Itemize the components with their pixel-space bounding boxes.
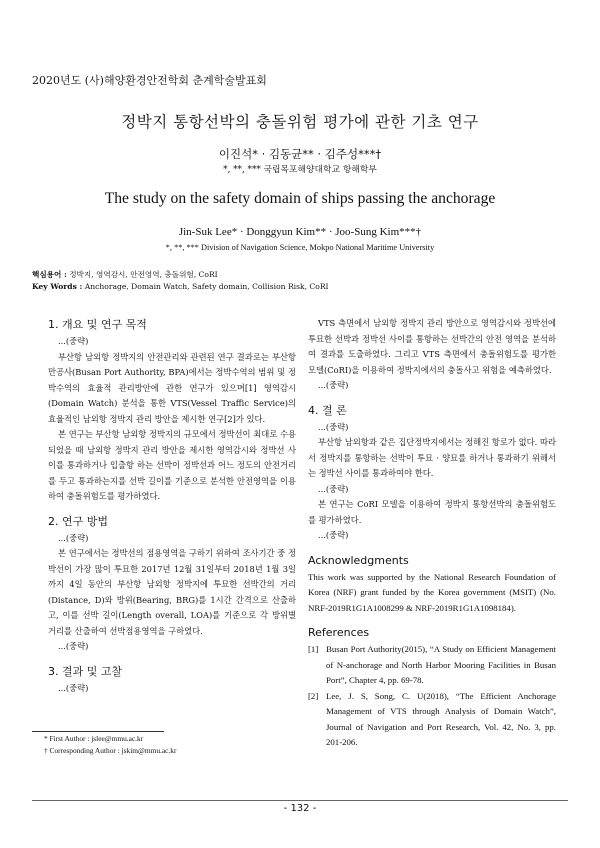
korean-affiliation: *, **, *** 국립목포해양대학교 항해학부	[223, 165, 377, 175]
paragraph: ...(중략)	[58, 641, 89, 651]
reference-number: [2]	[308, 690, 319, 701]
paragraph: ...(중략)	[58, 336, 89, 346]
english-keywords-text: Anchorage, Domain Watch, Safety domain, Collision Risk, CoRI	[84, 282, 329, 291]
paragraph: 본 연구는 부산항 남외항 정박지의 규모에서 정박선이 최대로 수용되었을 때 남외항 정박지 관리 방안을 제시한 영역감시와 정박선 사이를 통과하거나 입출항 하는 선박이 정박선과 어느 정도의 안전거리를 두고 통과하는지를 선박 길이를 기준으로 분석한 안전영역을 이용하여 충돌위험도를 평가하였다.	[48, 429, 296, 501]
footnote-divider	[32, 731, 164, 732]
paragraph: ...(중략)	[318, 530, 349, 540]
english-authors: Jin-Suk Lee* · Donggyun Kim** · Joo-Sung Kim***†	[178, 226, 422, 238]
reference-number: [1]	[308, 644, 319, 654]
english-keywords-label: Key Words :	[32, 282, 83, 291]
english-title: The study on the safety domain of ships passing the anchorage	[104, 190, 496, 207]
section-3-title: 3. 결과 및 고찰	[48, 664, 123, 678]
korean-keywords-label: 핵심용어 :	[32, 270, 67, 279]
paragraph: 본 연구에서는 정박선의 점용영역을 구하기 위하여 조사기간 중 정박선이 가장 많이 투묘한 2017년 12월 31일부터 2018년 1월 3일까지 4일 동안의 부산항 남외항 정박지에 투묘한 선박간의 거리(Distance, D)와 방위(Bearing, BRG)를 1시간 간격으로 산출하고, 이를 선박 길이(Length overall, LOA)를 기준으로 각 방위별 거리를 산출하여 선박점용영역을 구하였다.	[48, 548, 296, 636]
paragraph: ...(중략)	[318, 380, 349, 390]
conference-header: 2020년도 (사)해양환경안전학회 춘계학술발표회	[32, 74, 267, 87]
references-title: References	[308, 626, 370, 639]
section-2-title: 2. 연구 방법	[48, 514, 108, 528]
page-divider	[32, 800, 568, 801]
english-keywords	[32, 282, 329, 291]
left-column	[48, 316, 296, 696]
acknowledgments-text: This work was supported by the National Research Foundation of Korea (NRF) grant funded by the Korea government (MSIT) (No. NRF-2019R1G1A1008299 & NRF-2019R1G1A1098184).	[308, 571, 556, 613]
reference-item	[308, 642, 556, 689]
paragraph: ...(중략)	[58, 682, 89, 693]
section-1-title: 1. 개요 및 연구 목적	[48, 318, 147, 331]
reference-text: Busan Port Authority(2015), “A Study on Efficient Management of N-anchorage and North Harbor Mooring Facilities in Busan Port”, Chapter 4, pp. 69-78.	[326, 644, 556, 685]
korean-keywords	[32, 269, 218, 280]
paragraph: 본 연구는 CoRI 모델을 이용하여 정박지 통항선박의 충돌위험도를 평가하였다.	[308, 499, 556, 525]
reference-item	[308, 689, 556, 751]
section-4-title: 4. 결 론	[308, 403, 347, 417]
paragraph: 부산항 남외항 정박지의 안전관리와 관련된 연구 결과로는 부산항만공사(Busan Port Authority, BPA)에서는 정박수역의 범위 및 정박수역의 효율적 관리방안에 관한 연구가 있으며[1] 영역감시(Domain Watch) 분석을 통한 VTS(Vessel Traffic Service)의 효율적인 남외항 정박지 관리 방안을 제시한 연구[2]가 있다.	[48, 351, 296, 424]
korean-title: 정박지 통항선박의 충돌위험 평가에 관한 기초 연구	[121, 113, 479, 131]
korean-keywords-text: 정박지, 영역감시, 안전영역, 충돌위험, CoRI	[69, 270, 218, 279]
page-number: - 132 -	[283, 803, 317, 814]
paragraph: VTS 측면에서 남외항 정박지 관리 방안으로 영역감시와 정박선에 투묘한 선박과 정박선 사이를 통항하는 선박간의 안전 영역을 분석하여 결과를 도출하였다. 그리고 VTS 측면에서 충돌위험도를 평가한 모델(CoRI)을 이용하여 정박지에서의 충돌사고 위험을 예측하였다.	[308, 318, 556, 375]
korean-authors: 이진석* · 김동균** · 김주성***†	[218, 147, 382, 161]
paragraph: ...(중략)	[318, 421, 349, 432]
paragraph: ...(중략)	[318, 483, 349, 494]
reference-text: Lee, J. S, Song, C. U(2018), “The Efficient Anchorage Management of VTS through Analysis of Domain Watch”, Journal of Navigation and Port Research, Vol. 42, No. 3, pp. 201-206.	[326, 690, 556, 747]
right-column	[308, 316, 556, 751]
footnote-corresponding-author: † Corresponding Author : jskim@mmu.ac.kr	[44, 746, 177, 755]
acknowledgments-title: Acknowledgments	[308, 553, 409, 567]
paragraph: ...(중략)	[58, 532, 89, 543]
footnote-first-author: * First Author : jslee@mmu.ac.kr	[44, 734, 144, 743]
english-affiliation: *, **, *** Division of Navigation Science, Mokpo National Maritime University	[165, 243, 435, 252]
paragraph: 부산항 남외항과 같은 집단정박지에서는 정해진 항로가 없다. 따라서 정박지를 통항하는 선박이 투묘 · 양묘를 하거나 통과하기 위해서는 정박선 사이를 통과하여야 한다.	[308, 437, 556, 478]
